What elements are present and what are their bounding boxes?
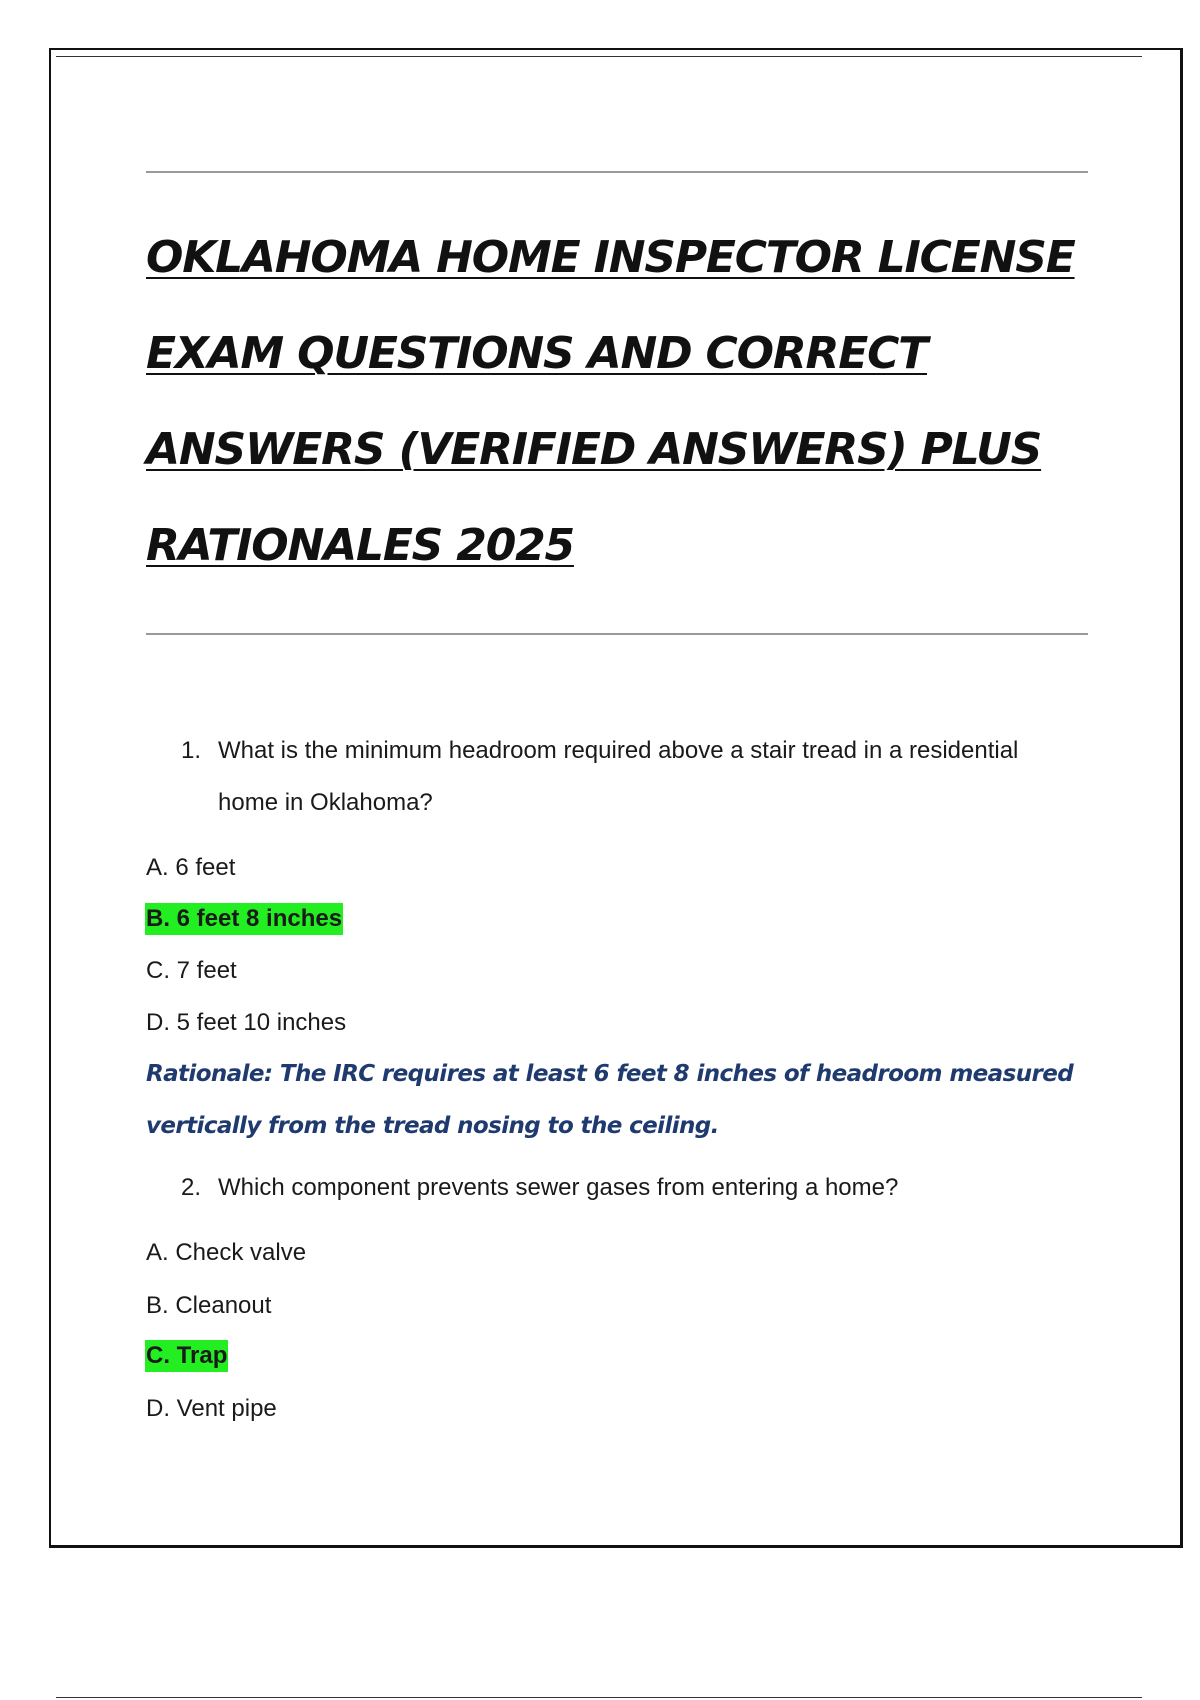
page-top-rule xyxy=(56,56,1142,57)
question-number: 1. xyxy=(181,737,202,764)
correct-answer-option: B. 6 feet 8 inches xyxy=(145,903,343,935)
title-bottom-divider xyxy=(146,633,1088,635)
title-line: EXAM QUESTIONS AND CORRECT xyxy=(146,328,927,379)
question-text: What is the minimum headroom required above a stair tread in a residential home in Oklahoma? xyxy=(218,737,1019,816)
title-top-divider xyxy=(146,171,1088,173)
question-number: 2. xyxy=(181,1174,202,1201)
answer-option: B. Cleanout xyxy=(146,1292,272,1319)
answer-option: D. Vent pipe xyxy=(146,1395,277,1422)
rationale-line: vertically from the tread nosing to the ceiling. xyxy=(146,1113,719,1139)
document-title xyxy=(146,210,1086,594)
next-page-top-rule xyxy=(56,1697,1142,1698)
answer-option: D. 5 feet 10 inches xyxy=(146,1009,347,1036)
answer-option: A. 6 feet xyxy=(146,854,236,881)
rationale-line: Rationale: The IRC requires at least 6 feet 8 inches of headroom measured xyxy=(146,1061,1074,1087)
correct-answer-option: C. Trap xyxy=(145,1340,228,1372)
question-1 xyxy=(181,725,1051,829)
question-2 xyxy=(181,1162,1051,1214)
title-line: RATIONALES 2025 xyxy=(146,520,574,571)
rationale xyxy=(146,1048,1096,1152)
answer-option: C. 7 feet xyxy=(146,957,237,984)
question-text: Which component prevents sewer gases from entering a home? xyxy=(218,1174,899,1201)
title-line: ANSWERS (VERIFIED ANSWERS) PLUS xyxy=(146,424,1042,475)
answer-option: A. Check valve xyxy=(146,1239,307,1266)
title-line: OKLAHOMA HOME INSPECTOR LICENSE xyxy=(146,232,1075,283)
